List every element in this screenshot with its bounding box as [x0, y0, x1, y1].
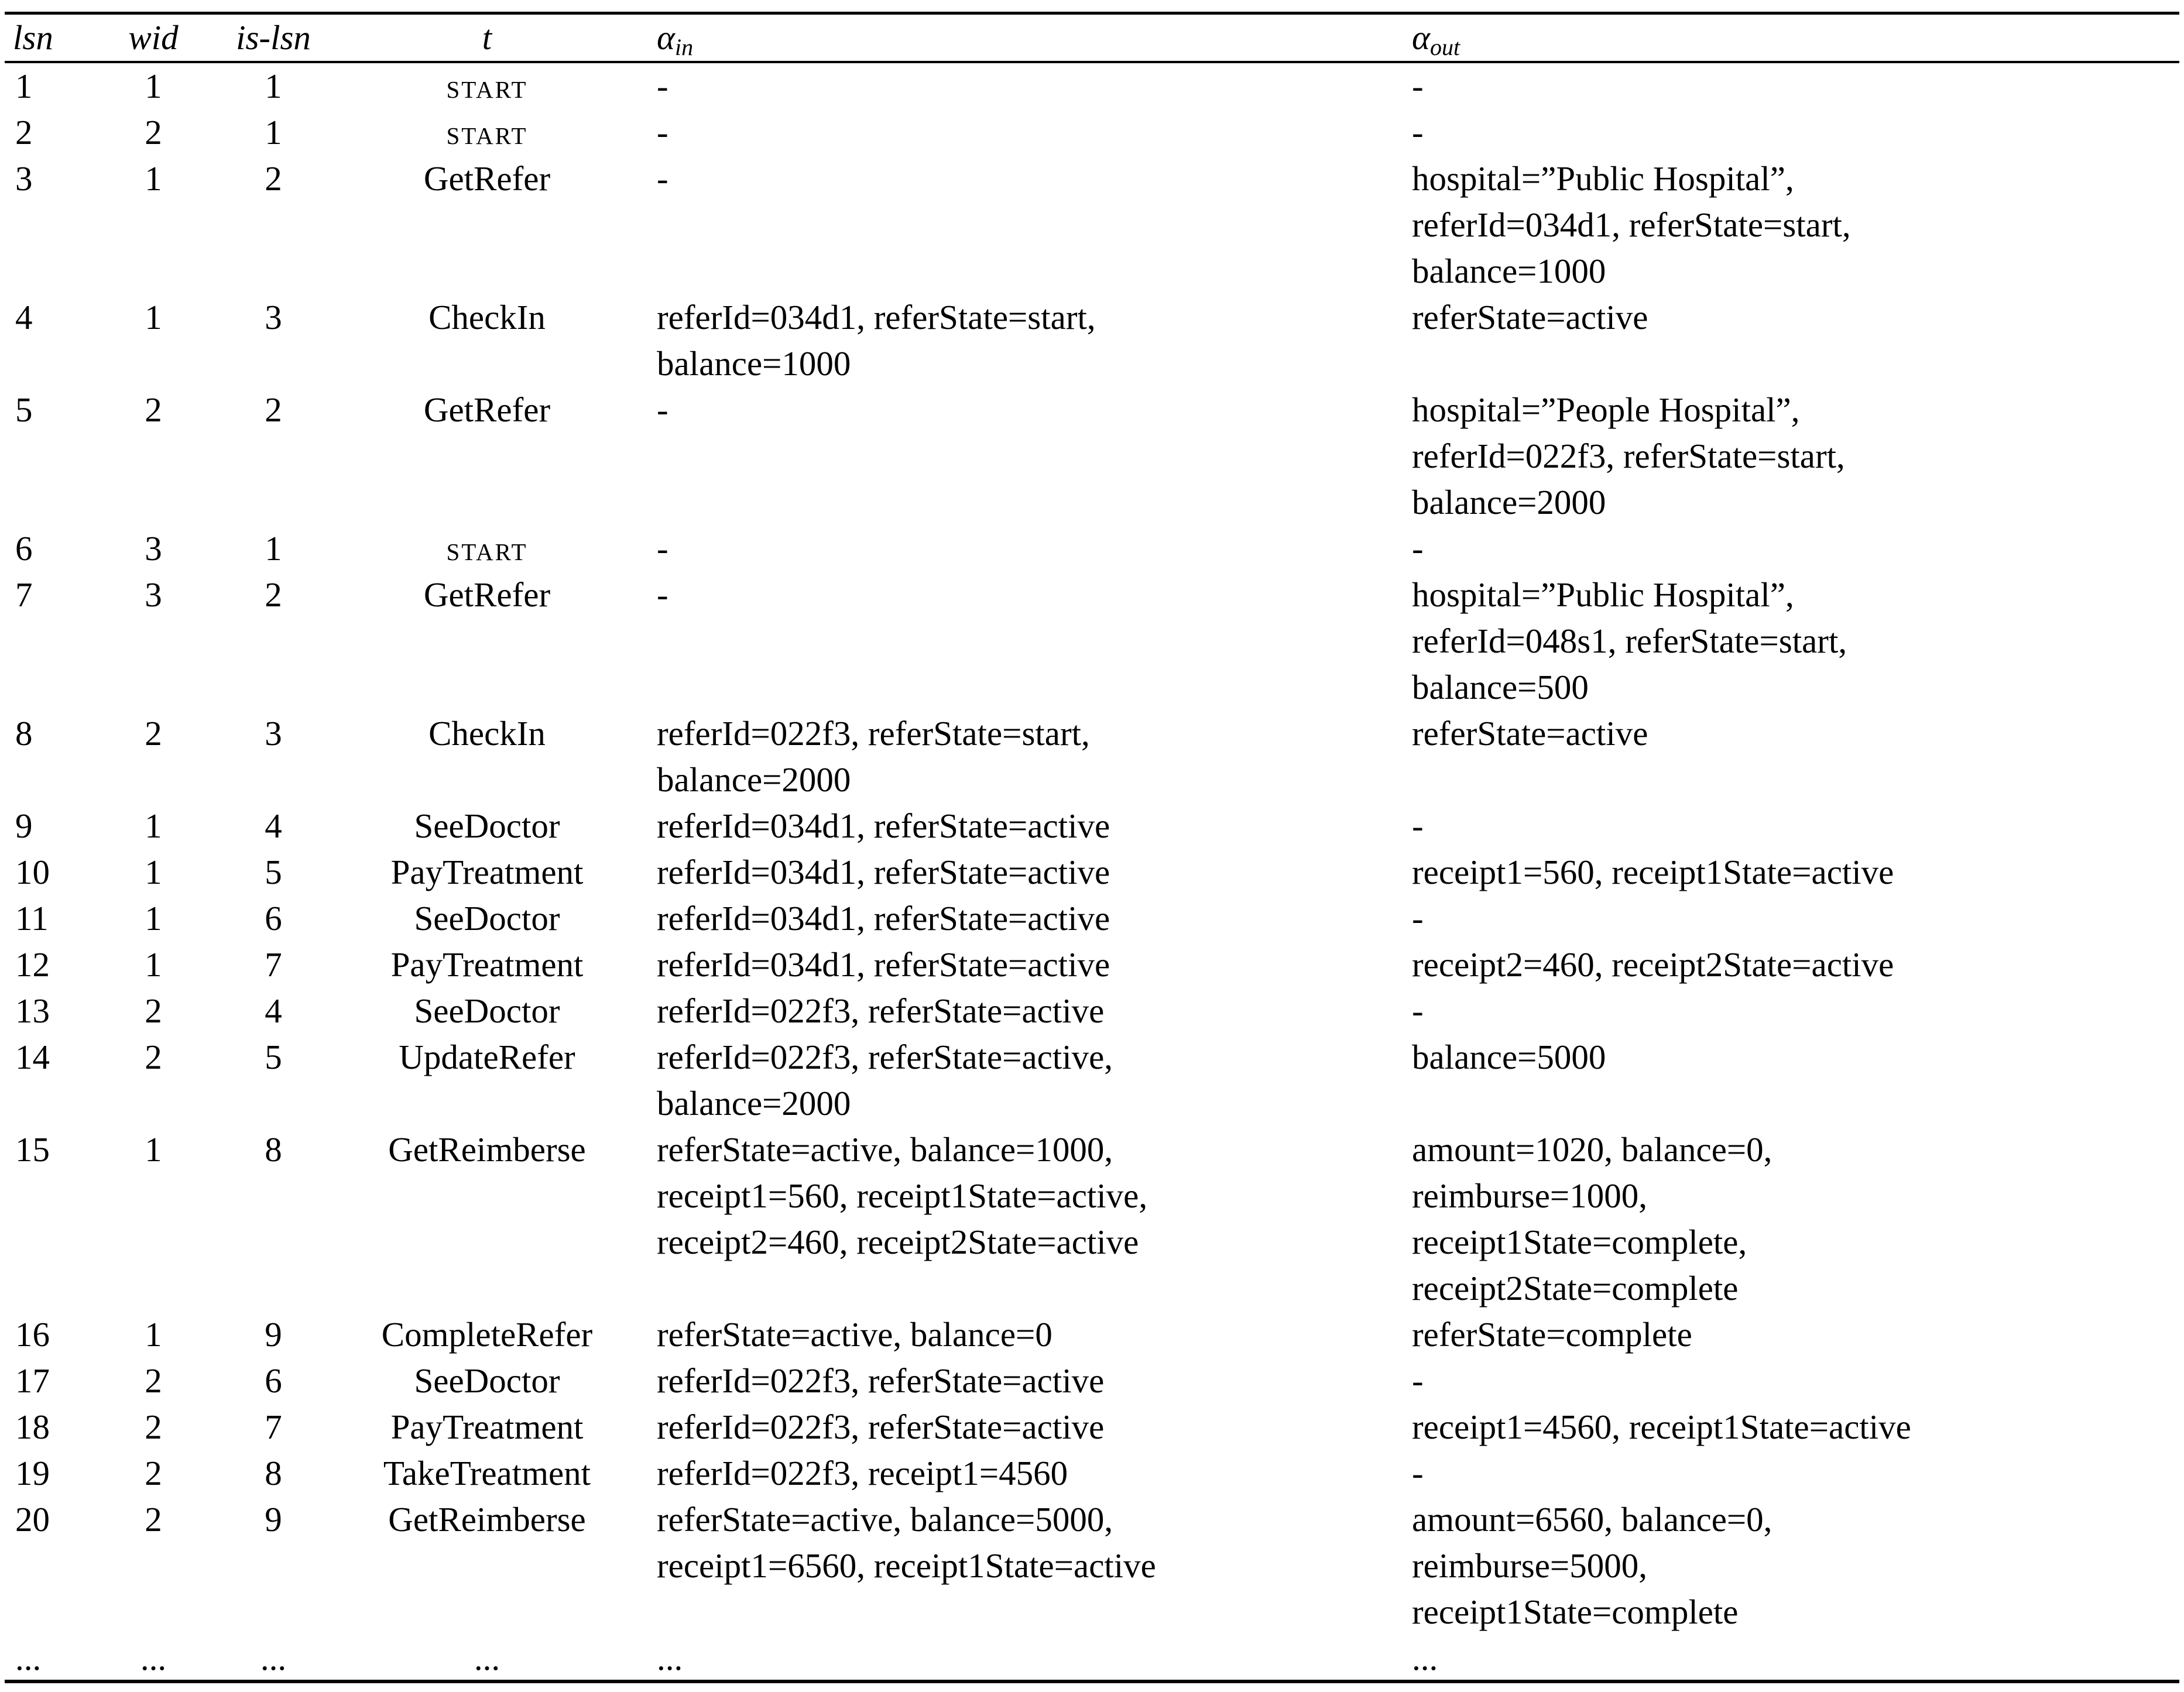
cell-alpha-in: [633, 61, 1397, 109]
alpha-out-line: hospital=”Public Hospital”,: [1412, 159, 1794, 198]
header-alpha-in-subscript: in: [674, 34, 694, 60]
cell-alpha-out: [1397, 1312, 2179, 1358]
table-row: [5, 294, 2179, 387]
cell-transition: [341, 526, 633, 572]
alpha-in-line: referId=034d1, referState=active: [657, 945, 1110, 984]
alpha-out-line: receipt1State=complete,: [1412, 1223, 1747, 1261]
table-row: [5, 1497, 2179, 1635]
cell-is-lsn: 5: [265, 853, 282, 891]
transition-name: CheckIn: [428, 298, 546, 337]
alpha-in-line: referState=active, balance=1000,: [657, 1130, 1113, 1169]
cell-is-lsn: 8: [265, 1130, 282, 1169]
table-row: [5, 109, 2179, 156]
alpha-out-line: balance=1000: [1412, 252, 1606, 290]
cell-transition: [341, 1497, 633, 1635]
log-table: [5, 16, 2179, 1681]
transition-name: CompleteRefer: [381, 1315, 593, 1354]
cell-wid: 2: [145, 1454, 162, 1492]
transition-name: start: [446, 529, 528, 568]
cell-alpha-in: [633, 1312, 1397, 1358]
table-row: [5, 803, 2179, 849]
cell-is-lsn: 3: [265, 298, 282, 337]
transition-name: GetRefer: [423, 159, 551, 198]
cell-wid: 2: [145, 113, 162, 152]
cell-wid: 3: [145, 575, 162, 614]
cell-alpha-out: [1397, 803, 2179, 849]
alpha-in-line: referId=034d1, referState=active: [657, 899, 1110, 938]
cell-transition: [341, 61, 633, 109]
alpha-out-line: -: [1412, 113, 1424, 152]
cell-alpha-in: [633, 156, 1397, 294]
cell-alpha-out: [1397, 1497, 2179, 1635]
alpha-out-line: ...: [1412, 1639, 1438, 1677]
table-row: [5, 1034, 2179, 1127]
cell-transition: [341, 1404, 633, 1450]
cell-transition: [341, 895, 633, 942]
cell-wid: 1: [145, 1315, 162, 1354]
alpha-in-line: -: [657, 390, 668, 429]
cell-lsn: 9: [15, 806, 33, 845]
cell-alpha-in: [633, 1497, 1397, 1635]
cell-wid: 2: [145, 714, 162, 753]
cell-transition: [341, 1450, 633, 1497]
cell-alpha-in: [633, 988, 1397, 1034]
transition-name: SeeDoctor: [414, 806, 560, 845]
table-row: [5, 711, 2179, 803]
cell-alpha-in: [633, 803, 1397, 849]
cell-lsn: 3: [15, 159, 33, 198]
cell-is-lsn: 6: [265, 1361, 282, 1400]
alpha-out-line: reimburse=5000,: [1412, 1546, 1647, 1585]
cell-alpha-out: [1397, 1034, 2179, 1127]
table-row: [5, 1404, 2179, 1450]
cell-wid: 2: [145, 1038, 162, 1076]
header-t: t: [482, 18, 492, 57]
table-row: [5, 572, 2179, 711]
cell-lsn: 6: [15, 529, 33, 568]
cell-wid: 2: [145, 1408, 162, 1446]
cell-alpha-in: [633, 1358, 1397, 1404]
alpha-out-line: hospital=”People Hospital”,: [1412, 390, 1800, 429]
cell-lsn: 19: [15, 1454, 50, 1492]
cell-lsn: 16: [15, 1315, 50, 1354]
transition-name: SeeDoctor: [414, 899, 560, 938]
cell-transition: [341, 156, 633, 294]
alpha-out-line: receipt1=4560, receipt1State=active: [1412, 1408, 1911, 1446]
top-rule: [5, 12, 2179, 15]
alpha-in-line: receipt2=460, receipt2State=active: [657, 1223, 1139, 1261]
cell-transition: [341, 387, 633, 526]
alpha-in-line: receipt1=560, receipt1State=active,: [657, 1176, 1148, 1215]
cell-wid: 3: [145, 529, 162, 568]
alpha-in-line: -: [657, 159, 668, 198]
cell-is-lsn: 6: [265, 899, 282, 938]
alpha-in-line: referId=022f3, referState=active: [657, 1408, 1105, 1446]
cell-alpha-out: [1397, 61, 2179, 109]
cell-alpha-in: [633, 294, 1397, 387]
cell-is-lsn: 7: [265, 1408, 282, 1446]
cell-is-lsn: 1: [265, 113, 282, 152]
alpha-in-line: referId=034d1, referState=start,: [657, 298, 1096, 337]
header-alpha-out: [1397, 16, 2179, 61]
cell-is-lsn: 2: [265, 575, 282, 614]
alpha-out-line: -: [1412, 806, 1424, 845]
cell-alpha-in: [633, 1127, 1397, 1312]
cell-alpha-in: [633, 109, 1397, 156]
cell-transition: [341, 294, 633, 387]
cell-is-lsn: 1: [265, 67, 282, 105]
table-row: [5, 1450, 2179, 1497]
cell-is-lsn: 9: [265, 1315, 282, 1354]
alpha-in-line: referState=active, balance=0: [657, 1315, 1052, 1354]
cell-is-lsn: 4: [265, 806, 282, 845]
table-row: [5, 895, 2179, 942]
alpha-in-line: balance=2000: [657, 1084, 851, 1123]
alpha-in-line: balance=2000: [657, 760, 851, 799]
cell-wid: 1: [145, 899, 162, 938]
table-row: [5, 1127, 2179, 1312]
header-is-lsn: is-lsn: [236, 18, 311, 57]
alpha-out-line: -: [1412, 899, 1424, 938]
cell-alpha-out: [1397, 895, 2179, 942]
cell-transition: [341, 1358, 633, 1404]
cell-alpha-out: [1397, 849, 2179, 895]
transition-name: SeeDoctor: [414, 991, 560, 1030]
cell-alpha-out: [1397, 156, 2179, 294]
cell-transition: [341, 109, 633, 156]
table-row: [5, 942, 2179, 988]
cell-alpha-out: [1397, 1635, 2179, 1681]
alpha-in-line: referId=022f3, referState=active,: [657, 1038, 1113, 1076]
transition-name: PayTreatment: [390, 945, 584, 984]
cell-transition: [341, 803, 633, 849]
alpha-out-line: -: [1412, 1361, 1424, 1400]
cell-is-lsn: 2: [265, 390, 282, 429]
cell-is-lsn: 3: [265, 714, 282, 753]
cell-alpha-out: [1397, 988, 2179, 1034]
alpha-in-line: referId=022f3, referState=active: [657, 1361, 1105, 1400]
cell-alpha-in: [633, 387, 1397, 526]
alpha-out-line: referId=034d1, referState=start,: [1412, 205, 1851, 244]
alpha-out-line: referState=active: [1412, 298, 1648, 337]
cell-transition: [341, 849, 633, 895]
transition-name: start: [446, 113, 528, 152]
alpha-out-line: referState=active: [1412, 714, 1648, 753]
table-row: [5, 156, 2179, 294]
header-alpha-out-subscript: out: [1429, 34, 1460, 60]
alpha-in-line: -: [657, 67, 668, 105]
transition-name: SeeDoctor: [414, 1361, 560, 1400]
cell-is-lsn: 7: [265, 945, 282, 984]
cell-alpha-in: [633, 849, 1397, 895]
alpha-out-line: receipt1=560, receipt1State=active: [1412, 853, 1894, 891]
alpha-out-line: referState=complete: [1412, 1315, 1692, 1354]
cell-transition: [341, 1127, 633, 1312]
cell-lsn: 12: [15, 945, 50, 984]
alpha-in-line: referId=022f3, receipt1=4560: [657, 1454, 1068, 1492]
cell-wid: 1: [145, 298, 162, 337]
cell-alpha-out: [1397, 1404, 2179, 1450]
cell-lsn: 10: [15, 853, 50, 891]
cell-is-lsn: 5: [265, 1038, 282, 1076]
cell-transition: [341, 1635, 633, 1681]
cell-lsn: 20: [15, 1500, 50, 1539]
cell-wid: ...: [140, 1639, 167, 1677]
table-row: [5, 1635, 2179, 1681]
transition-name: start: [446, 67, 528, 105]
cell-lsn: 18: [15, 1408, 50, 1446]
cell-alpha-in: [633, 1450, 1397, 1497]
cell-alpha-in: [633, 572, 1397, 711]
cell-lsn: 17: [15, 1361, 50, 1400]
cell-transition: [341, 572, 633, 711]
alpha-out-line: -: [1412, 67, 1424, 105]
cell-lsn: 1: [15, 67, 33, 105]
alpha-in-line: balance=1000: [657, 344, 851, 383]
table-body: [5, 61, 2179, 1681]
alpha-out-line: receipt1State=complete: [1412, 1593, 1739, 1631]
cell-alpha-out: [1397, 109, 2179, 156]
cell-transition: [341, 988, 633, 1034]
transition-name: ...: [474, 1639, 500, 1677]
table-row: [5, 387, 2179, 526]
cell-alpha-out: [1397, 942, 2179, 988]
cell-transition: [341, 711, 633, 803]
header-alpha-in: [633, 16, 1397, 61]
alpha-in-line: -: [657, 113, 668, 152]
transition-name: GetReimberse: [388, 1500, 586, 1539]
cell-alpha-out: [1397, 1358, 2179, 1404]
cell-alpha-out: [1397, 387, 2179, 526]
cell-alpha-in: [633, 526, 1397, 572]
cell-is-lsn: 9: [265, 1500, 282, 1539]
cell-alpha-in: [633, 895, 1397, 942]
cell-lsn: 5: [15, 390, 33, 429]
alpha-out-line: amount=6560, balance=0,: [1412, 1500, 1772, 1539]
cell-alpha-in: [633, 711, 1397, 803]
cell-wid: 1: [145, 67, 162, 105]
alpha-in-line: receipt1=6560, receipt1State=active: [657, 1546, 1156, 1585]
alpha-in-line: referId=034d1, referState=active: [657, 853, 1110, 891]
alpha-in-line: referId=022f3, referState=active: [657, 991, 1105, 1030]
alpha-in-line: referState=active, balance=5000,: [657, 1500, 1113, 1539]
table-row: [5, 849, 2179, 895]
cell-transition: [341, 942, 633, 988]
cell-alpha-in: [633, 1404, 1397, 1450]
cell-is-lsn: 1: [265, 529, 282, 568]
cell-wid: 2: [145, 390, 162, 429]
table-row: [5, 61, 2179, 109]
cell-alpha-in: [633, 1034, 1397, 1127]
alpha-out-line: -: [1412, 529, 1424, 568]
cell-wid: 1: [145, 159, 162, 198]
table-row: [5, 526, 2179, 572]
cell-lsn: 4: [15, 298, 33, 337]
cell-alpha-out: [1397, 526, 2179, 572]
alpha-out-line: receipt2State=complete: [1412, 1269, 1739, 1307]
alpha-out-line: -: [1412, 991, 1424, 1030]
cell-lsn: ...: [15, 1639, 42, 1677]
cell-lsn: 11: [15, 899, 49, 938]
transition-name: GetRefer: [423, 390, 551, 429]
alpha-out-line: amount=1020, balance=0,: [1412, 1130, 1772, 1169]
cell-alpha-out: [1397, 1450, 2179, 1497]
transition-name: GetReimberse: [388, 1130, 586, 1169]
cell-alpha-out: [1397, 1127, 2179, 1312]
alpha-out-line: -: [1412, 1454, 1424, 1492]
alpha-out-line: referId=022f3, referState=start,: [1412, 437, 1845, 475]
transition-name: TakeTreatment: [383, 1454, 591, 1492]
cell-is-lsn: 4: [265, 991, 282, 1030]
cell-alpha-in: [633, 942, 1397, 988]
cell-lsn: 2: [15, 113, 33, 152]
header-row: [5, 16, 2179, 61]
cell-is-lsn: ...: [260, 1639, 287, 1677]
cell-lsn: 13: [15, 991, 50, 1030]
header-alpha-in-symbol: α: [657, 18, 675, 57]
cell-wid: 2: [145, 1500, 162, 1539]
cell-wid: 2: [145, 991, 162, 1030]
cell-lsn: 8: [15, 714, 33, 753]
alpha-out-line: hospital=”Public Hospital”,: [1412, 575, 1794, 614]
alpha-out-line: balance=2000: [1412, 483, 1606, 521]
cell-lsn: 7: [15, 575, 33, 614]
cell-lsn: 14: [15, 1038, 50, 1076]
cell-wid: 2: [145, 1361, 162, 1400]
alpha-out-line: receipt2=460, receipt2State=active: [1412, 945, 1894, 984]
header-wid: wid: [128, 18, 179, 57]
cell-alpha-in: [633, 1635, 1397, 1681]
alpha-in-line: referId=022f3, referState=start,: [657, 714, 1090, 753]
table-row: [5, 1312, 2179, 1358]
transition-name: PayTreatment: [390, 853, 584, 891]
header-lsn: lsn: [13, 18, 53, 57]
cell-wid: 1: [145, 853, 162, 891]
header-alpha-out-symbol: α: [1412, 18, 1430, 57]
alpha-in-line: referId=034d1, referState=active: [657, 806, 1110, 845]
alpha-out-line: balance=5000: [1412, 1038, 1606, 1076]
cell-transition: [341, 1034, 633, 1127]
cell-is-lsn: 2: [265, 159, 282, 198]
cell-transition: [341, 1312, 633, 1358]
cell-wid: 1: [145, 945, 162, 984]
cell-wid: 1: [145, 1130, 162, 1169]
table-row: [5, 1358, 2179, 1404]
alpha-in-line: -: [657, 529, 668, 568]
alpha-out-line: reimburse=1000,: [1412, 1176, 1647, 1215]
cell-wid: 1: [145, 806, 162, 845]
cell-lsn: 15: [15, 1130, 50, 1169]
alpha-in-line: ...: [657, 1639, 683, 1677]
transition-name: GetRefer: [423, 575, 551, 614]
table-row: [5, 988, 2179, 1034]
alpha-out-line: referId=048s1, referState=start,: [1412, 622, 1847, 660]
transition-name: UpdateRefer: [399, 1038, 575, 1076]
transition-name: CheckIn: [428, 714, 546, 753]
alpha-out-line: balance=500: [1412, 668, 1589, 706]
transition-name: PayTreatment: [390, 1408, 584, 1446]
cell-alpha-out: [1397, 572, 2179, 711]
cell-alpha-out: [1397, 294, 2179, 387]
alpha-in-line: -: [657, 575, 668, 614]
cell-alpha-out: [1397, 711, 2179, 803]
cell-is-lsn: 8: [265, 1454, 282, 1492]
